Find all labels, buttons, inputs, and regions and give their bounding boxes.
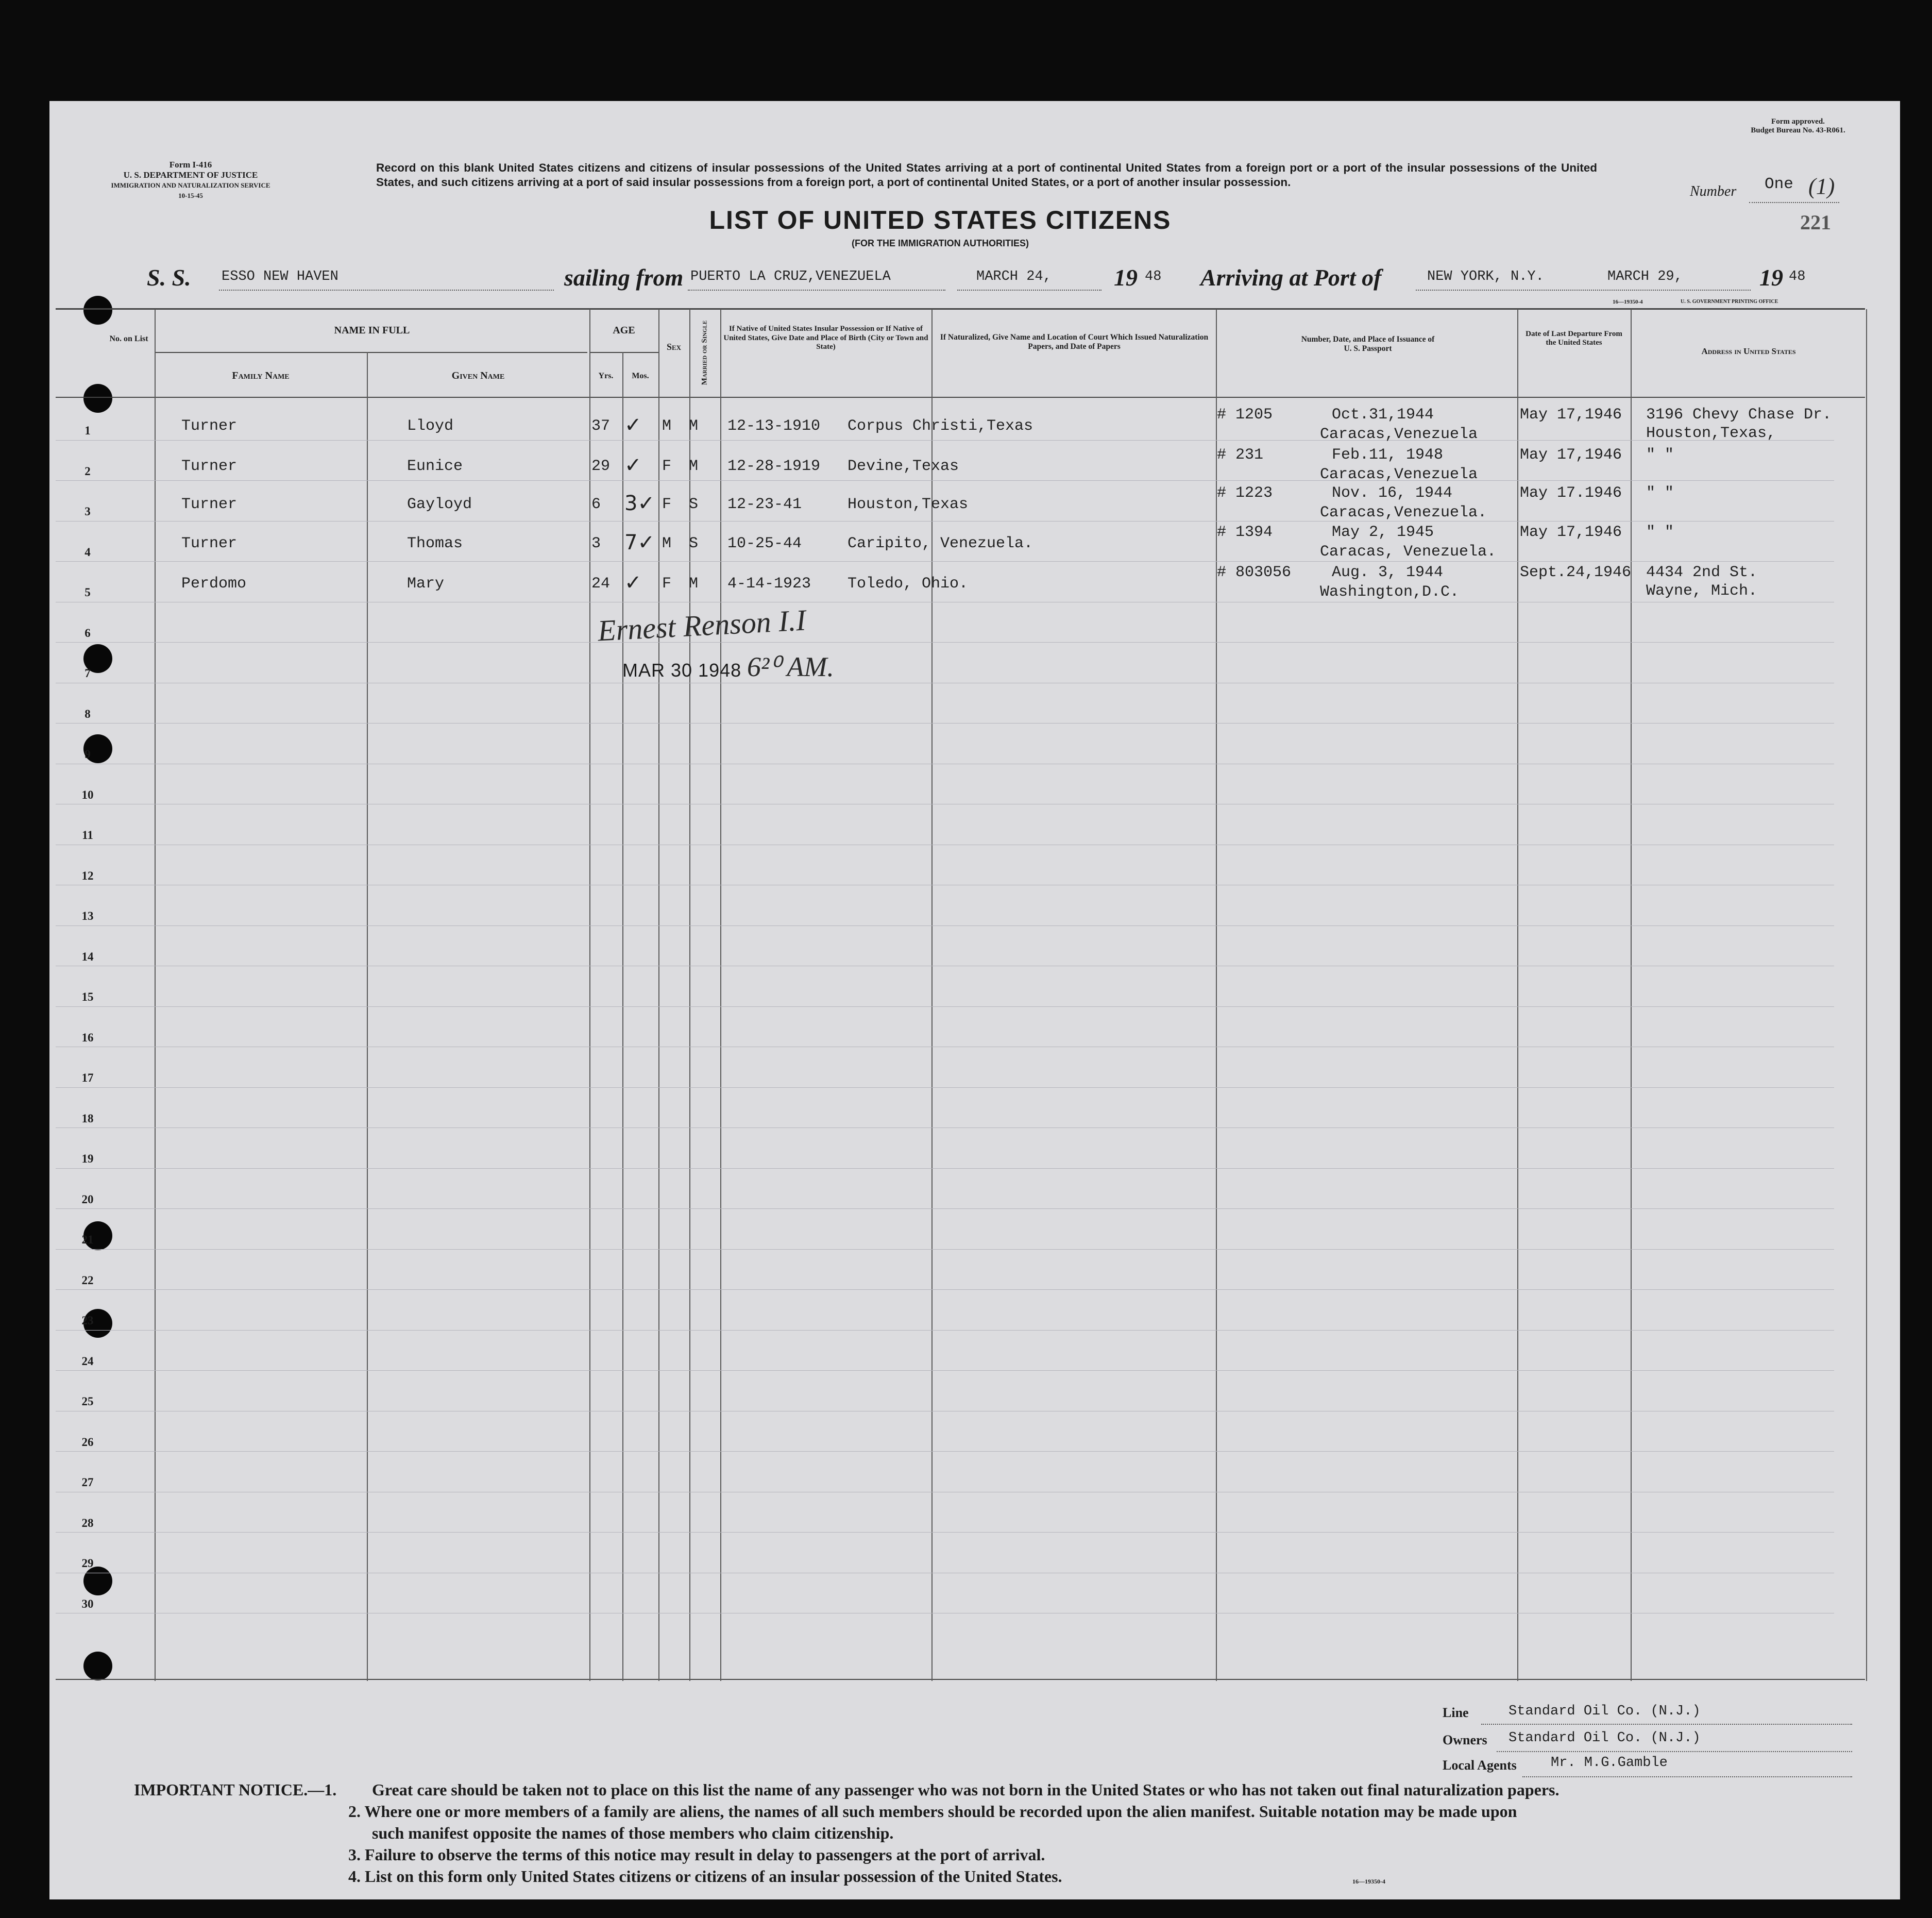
passport-place: Caracas,Venezuela.	[1320, 504, 1487, 521]
row-rule	[56, 1006, 1834, 1007]
agents-label: Local Agents	[1443, 1758, 1517, 1773]
birth-date: 12-28-1919	[727, 458, 821, 475]
row-number: 1	[84, 424, 91, 437]
row-number: 15	[81, 990, 94, 1003]
budget-bureau: Budget Bureau No. 43-R061.	[1751, 126, 1845, 134]
header-last-departure: Date of Last Departure From the United States	[1526, 330, 1622, 347]
passport-place: Washington,D.C.	[1320, 583, 1460, 601]
notice-heading: IMPORTANT NOTICE.—1.	[134, 1780, 337, 1799]
birth-date: 10-25-44	[727, 535, 802, 552]
col-rule	[689, 309, 690, 1681]
last-departure-date: Sept.24,1946	[1520, 564, 1632, 581]
last-departure-date: May 17,1946	[1520, 524, 1622, 541]
punch-hole	[83, 1652, 112, 1680]
row-rule	[56, 1370, 1834, 1371]
arrive-date: MARCH 29,	[1607, 269, 1683, 284]
address-line-2: Houston,Texas,	[1646, 425, 1776, 442]
row-rule	[56, 1289, 1834, 1290]
age-years: 29	[591, 458, 611, 475]
row-number: 10	[81, 788, 94, 801]
row-rule	[56, 561, 1834, 562]
row-rule	[56, 1087, 1834, 1088]
row-rule	[56, 1249, 1834, 1250]
sail-date-line	[957, 290, 1101, 291]
arrival-stamp-date: MAR 30 1948	[622, 660, 742, 681]
from-port: PUERTO LA CRUZ,VENEZUELA	[690, 269, 891, 284]
row-number: 25	[81, 1395, 94, 1408]
number-label: Number	[1690, 183, 1737, 199]
line-label: Line	[1443, 1705, 1469, 1720]
form-id-block	[98, 160, 283, 201]
family-name: Turner	[181, 417, 238, 435]
header-name-in-full: NAME IN FULL	[334, 325, 410, 336]
age-years: 3	[591, 535, 601, 552]
passport-place: Caracas,Venezuela	[1320, 426, 1478, 443]
bottom-print-code: 16—19350-4	[1352, 1878, 1385, 1885]
row-number: 5	[84, 586, 91, 599]
last-departure-date: May 17,1946	[1520, 406, 1622, 424]
owners-label: Owners	[1443, 1732, 1487, 1747]
agents-fill	[1522, 1776, 1852, 1777]
passport-number: # 231	[1217, 446, 1264, 464]
punch-hole	[83, 1567, 112, 1595]
ship-name: ESSO NEW HAVEN	[222, 269, 338, 284]
row-number: 8	[84, 707, 91, 720]
passport-date: May 2, 1945	[1332, 524, 1434, 541]
age-months: ✓	[624, 571, 642, 595]
department-name: U. S. DEPARTMENT OF JUSTICE	[123, 170, 258, 180]
sex: M	[662, 535, 672, 552]
row-number: 29	[81, 1557, 94, 1570]
marital-status: S	[689, 496, 699, 513]
marital-status: S	[689, 535, 699, 552]
header-address: Address in United States	[1701, 346, 1796, 356]
birth-place: Corpus Christi,Texas	[848, 417, 1033, 435]
given-name: Mary	[407, 575, 445, 593]
notice-item-3: 3. Failure to observe the terms of this notice may result in delay to passengers at the port of arrival.	[348, 1845, 1045, 1864]
last-departure-date: May 17,1946	[1520, 446, 1622, 464]
birth-date: 4-14-1923	[727, 575, 811, 593]
row-rule	[56, 1330, 1834, 1331]
col-rule	[658, 309, 659, 1681]
form-date-code: 10-15-45	[178, 192, 203, 199]
row-number: 22	[81, 1273, 94, 1287]
age-years: 24	[591, 575, 611, 593]
form-number: Form I-416	[169, 160, 212, 170]
marital-status: M	[689, 458, 699, 475]
row-rule	[56, 723, 1834, 724]
col-rule	[1631, 309, 1632, 1681]
arrival-time: 6²⁰ AM.	[747, 651, 834, 682]
notice-item-4: 4. List on this form only United States citizens or citizens of an insular possession of the United States.	[348, 1867, 1062, 1886]
ss-label: S. S.	[147, 264, 191, 291]
row-number: 16	[81, 1031, 94, 1044]
header-given-name: Given Name	[451, 370, 505, 381]
list-subtitle: (FOR THE IMMIGRATION AUTHORITIES)	[852, 238, 1029, 248]
row-number: 7	[84, 667, 91, 680]
row-number: 12	[81, 869, 94, 882]
sail-date: MARCH 24,	[976, 269, 1052, 284]
birth-date: 12-13-1910	[727, 417, 821, 435]
age-years: 37	[591, 417, 611, 435]
col-rule	[931, 309, 933, 1681]
col-rule	[1866, 309, 1867, 1681]
header-no-on-list: No. on List	[109, 334, 148, 343]
name-subhead-rule	[155, 352, 587, 353]
service-name: IMMIGRATION AND NATURALIZATION SERVICE	[111, 181, 270, 189]
row-number: 9	[84, 748, 91, 761]
header-age: AGE	[613, 325, 635, 336]
row-number: 28	[81, 1516, 94, 1529]
list-title: LIST OF UNITED STATES CITIZENS	[709, 206, 1172, 234]
birth-place: Toledo, Ohio.	[848, 575, 969, 593]
inspector-signature: Ernest Renson I.I	[597, 603, 807, 648]
row-rule	[56, 642, 1834, 643]
line-value: Standard Oil Co. (N.J.)	[1509, 1704, 1701, 1719]
col-rule	[1517, 309, 1518, 1681]
given-name: Lloyd	[407, 417, 454, 435]
row-number: 4	[84, 545, 91, 559]
row-number: 17	[81, 1071, 94, 1084]
approval-block	[1726, 117, 1870, 135]
sex: F	[662, 458, 672, 475]
address-line-1: 3196 Chevy Chase Dr.	[1646, 406, 1832, 424]
arrive-year: 48	[1789, 269, 1806, 284]
age-years: 6	[591, 496, 601, 513]
row-number: 3	[84, 505, 91, 518]
col-rule	[589, 309, 590, 1681]
row-rule	[56, 1168, 1834, 1169]
row-number: 6	[84, 626, 91, 640]
owners-value: Standard Oil Co. (N.J.)	[1509, 1730, 1701, 1746]
notice-item-2: 2. Where one or more members of a family are aliens, the names of all such members should be recorded upon the alien manifest. Suitable notation may be made upon	[348, 1802, 1517, 1821]
address-line-2: Wayne, Mich.	[1646, 582, 1758, 600]
passport-date: Oct.31,1944	[1332, 406, 1434, 424]
age-months: ✓	[624, 453, 642, 477]
birth-place: Caripito, Venezuela.	[848, 535, 1033, 552]
intro-paragraph: Record on this blank United States citizens and citizens of insular possessions of the United States arriving at a port of continental United States from a foreign port or a port of the insular possessions of the United States, and such citizens arriving at a port of said insular possessions from a foreign port, a port of continental United States, or a port of another insular possession.	[376, 161, 1597, 189]
given-name: Gayloyd	[407, 496, 472, 513]
header-native-birth: If Native of United States Insular Possession or If Native of United States, Give Date and Place of Birth (City or Town and State)	[723, 325, 928, 351]
passport-date: Nov. 16, 1944	[1332, 484, 1453, 502]
col-rule	[720, 309, 721, 1681]
family-name: Turner	[181, 458, 238, 475]
row-number: 18	[81, 1112, 94, 1125]
arrive-year-prefix: 19	[1759, 264, 1783, 291]
passport-date: Aug. 3, 1944	[1332, 564, 1444, 581]
address-line-1: " "	[1646, 446, 1674, 464]
gpo-imprint: U. S. GOVERNMENT PRINTING OFFICE	[1681, 299, 1778, 305]
birth-date: 12-23-41	[727, 496, 802, 513]
row-number: 30	[81, 1597, 94, 1610]
marital-status: M	[689, 417, 699, 435]
to-port: NEW YORK, N.Y.	[1427, 269, 1544, 284]
sex: M	[662, 417, 672, 435]
age-subhead-rule	[589, 352, 659, 353]
sex: F	[662, 575, 672, 593]
row-rule	[56, 1208, 1834, 1209]
print-code: 16—19350-4	[1613, 299, 1643, 305]
table-bottom-rule	[56, 1679, 1865, 1680]
col-rule	[622, 352, 623, 1681]
notice-item-1: Great care should be taken not to place on this list the name of any passenger who was not born in the United States or who has not taken out final naturalization papers.	[372, 1780, 1560, 1799]
punch-hole	[83, 384, 112, 413]
passport-date: Feb.11, 1948	[1332, 446, 1444, 464]
row-number: 19	[81, 1152, 94, 1165]
last-departure-date: May 17.1946	[1520, 484, 1622, 502]
table-header-rule	[56, 397, 1865, 398]
birth-place: Houston,Texas	[848, 496, 969, 513]
sailing-label: sailing from	[564, 264, 684, 291]
address-line-1: 4434 2nd St.	[1646, 564, 1758, 581]
row-number: 27	[81, 1476, 94, 1489]
address-line-1: " "	[1646, 484, 1674, 502]
row-number: 26	[81, 1435, 94, 1449]
from-port-line	[688, 290, 945, 291]
to-port-line	[1416, 290, 1751, 291]
row-number: 21	[81, 1233, 94, 1246]
passport-number: # 803056	[1217, 564, 1292, 581]
row-number: 24	[81, 1354, 94, 1368]
ship-line	[219, 290, 554, 291]
row-rule	[56, 1451, 1834, 1452]
age-months: 7✓	[624, 531, 655, 554]
table-top-rule	[56, 308, 1865, 310]
passport-number: # 1394	[1217, 524, 1273, 541]
given-name: Thomas	[407, 535, 463, 552]
age-months: ✓	[624, 413, 642, 437]
row-rule	[56, 480, 1834, 481]
col-rule	[367, 352, 368, 1681]
header-sex: Sex	[666, 342, 682, 352]
page-stamp: 221	[1800, 211, 1831, 234]
owners-fill	[1497, 1751, 1852, 1752]
row-rule	[56, 1532, 1834, 1533]
agents-value: Mr. M.G.Gamble	[1551, 1755, 1668, 1771]
row-number: 13	[81, 910, 94, 922]
number-value: One	[1765, 175, 1793, 193]
given-name: Eunice	[407, 458, 463, 475]
row-number: 14	[81, 950, 94, 963]
family-name: Turner	[181, 496, 238, 513]
header-married-or-single: Married or Single	[700, 320, 709, 385]
birth-place: Devine,Texas	[848, 458, 959, 475]
passport-place: Caracas, Venezuela.	[1320, 543, 1497, 561]
punch-hole	[83, 296, 112, 325]
passport-number: # 1205	[1217, 406, 1273, 424]
col-rule	[155, 309, 156, 1681]
arriving-label: Arriving at Port of	[1200, 264, 1382, 291]
notice-item-2-cont: such manifest opposite the names of those members who claim citizenship.	[372, 1824, 894, 1842]
header-passport: Number, Date, and Place of Issuance of U. S. Passport	[1301, 335, 1435, 353]
number-line	[1749, 202, 1839, 203]
header-family-name: Family Name	[232, 370, 290, 381]
address-line-1: " "	[1646, 524, 1674, 541]
col-rule	[1216, 309, 1217, 1681]
sail-year-prefix: 19	[1114, 264, 1138, 291]
line-fill	[1481, 1724, 1852, 1725]
number-handwritten: (1)	[1808, 174, 1835, 199]
header-months: Mos.	[632, 372, 649, 380]
sail-year: 48	[1145, 269, 1162, 284]
age-months: 3✓	[624, 492, 655, 515]
sex: F	[662, 496, 672, 513]
row-number: 11	[82, 829, 93, 842]
row-rule	[56, 440, 1834, 441]
passport-place: Caracas,Venezuela	[1320, 466, 1478, 483]
form-approved: Form approved.	[1771, 117, 1825, 126]
marital-status: M	[689, 575, 699, 593]
row-number: 2	[84, 464, 91, 478]
passport-number: # 1223	[1217, 484, 1273, 502]
header-years: Yrs.	[598, 372, 614, 380]
row-number: 23	[81, 1314, 94, 1327]
family-name: Perdomo	[181, 575, 247, 593]
header-naturalized: If Naturalized, Give Name and Location of Court Which Issued Naturalization Papers, and Date of Papers	[940, 333, 1209, 351]
row-number: 20	[81, 1192, 94, 1206]
family-name: Turner	[181, 535, 238, 552]
